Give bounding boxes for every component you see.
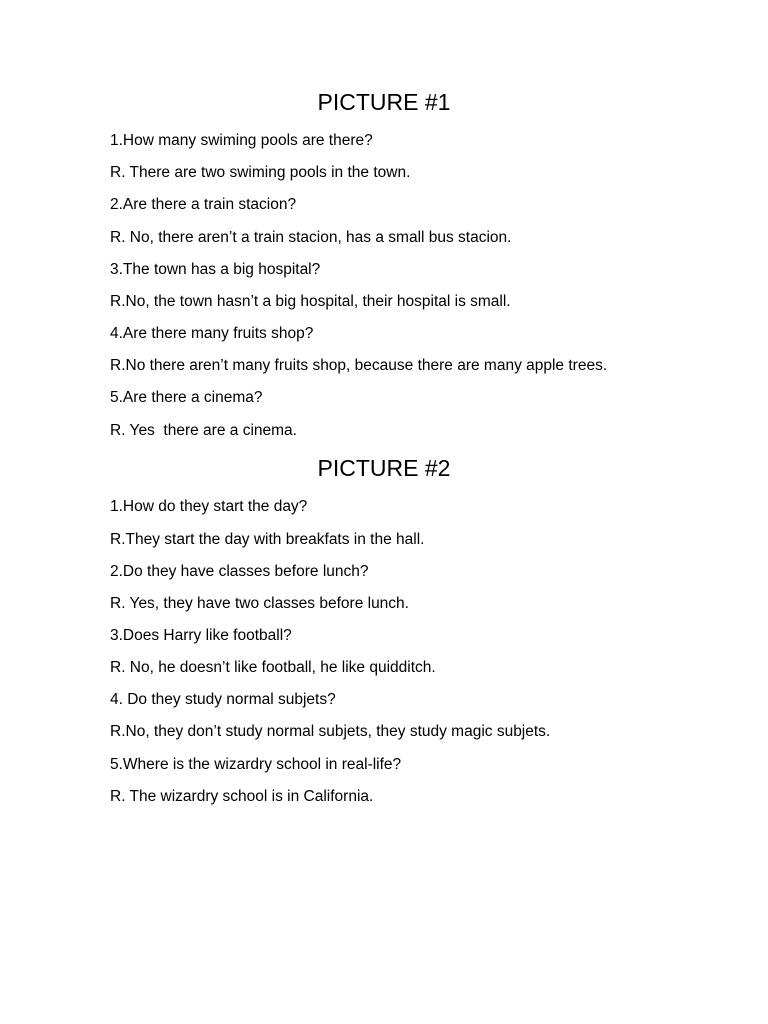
answer-4: R.No there aren’t many fruits shop, because there are many apple trees.	[110, 357, 608, 374]
question-1: 1.How many swiming pools are there?	[110, 132, 373, 149]
question-5: 5.Where is the wizardry school in real-life?	[110, 756, 402, 773]
question-4: 4. Do they study normal subjets?	[110, 691, 336, 708]
question-1: 1.How do they start the day?	[110, 498, 308, 515]
answer-5: R. The wizardry school is in California.	[110, 788, 374, 805]
answer-4: R.No, they don’t study normal subjets, they study magic subjets.	[110, 723, 551, 740]
question-2: 2.Are there a train stacion?	[110, 196, 297, 213]
question-3: 3.The town has a big hospital?	[110, 261, 321, 278]
question-5: 5.Are there a cinema?	[110, 389, 263, 406]
answer-2: R. Yes, they have two classes before lunch.	[110, 595, 409, 612]
answer-5: R. Yes there are a cinema.	[110, 422, 297, 439]
question-4: 4.Are there many fruits shop?	[110, 325, 314, 342]
answer-3: R. No, he doesn’t like football, he like quidditch.	[110, 659, 436, 676]
answer-1: R. There are two swiming pools in the town.	[110, 164, 411, 181]
answer-1: R.They start the day with breakfats in the hall.	[110, 531, 425, 548]
answer-2: R. No, there aren’t a train stacion, has a small bus stacion.	[110, 229, 512, 246]
question-2: 2.Do they have classes before lunch?	[110, 563, 369, 580]
question-3: 3.Does Harry like football?	[110, 627, 292, 644]
section-1-title: PICTURE #1	[317, 89, 451, 115]
section-2-title: PICTURE #2	[317, 455, 451, 481]
answer-3: R.No, the town hasn’t a big hospital, their hospital is small.	[110, 293, 511, 310]
